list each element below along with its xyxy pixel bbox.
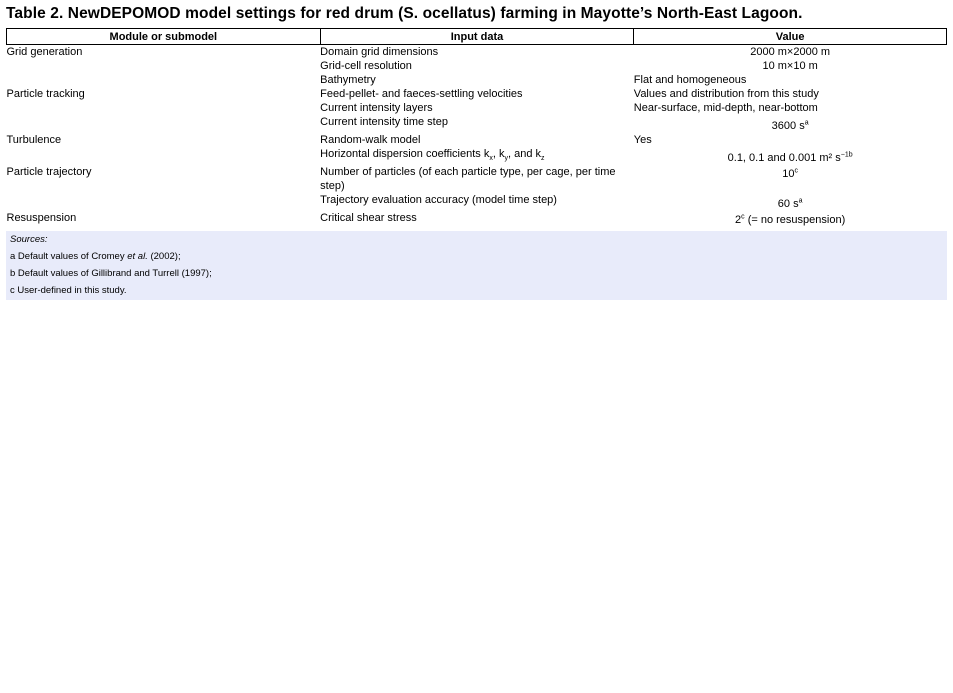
cell-module: Turbulence	[6, 134, 62, 146]
cell-value: 0.1, 0.1 and 0.001 m² $s^{-1b}$	[727, 151, 853, 164]
cell-value: Values and distribution from this study	[633, 88, 819, 100]
table-row	[7, 115, 947, 133]
cell-value: 10 m×10 m	[762, 60, 818, 72]
table-row	[7, 87, 947, 101]
table-row	[7, 59, 947, 73]
cell-value: Yes	[633, 134, 652, 146]
cell-value: 2000 m×2000 m	[750, 46, 831, 58]
table-title: Table 2. NewDEPOMOD model settings for red drum (S. ocellatus) farming in Mayotte’s North-East Lagoon.	[6, 5, 803, 22]
cell-module: Particle trajectory	[6, 166, 92, 178]
table-row	[7, 73, 947, 87]
cell-value: 10$^c$	[782, 167, 799, 180]
table-row	[7, 133, 947, 147]
cell-input: Feed-pellet- and faeces-settling velocities	[320, 88, 523, 100]
cell-input: Trajectory evaluation accuracy (model time step)	[320, 194, 557, 206]
table-row	[7, 165, 947, 193]
note-c: c User-defined in this study.	[10, 285, 127, 296]
cell-value: Flat and homogeneous	[633, 74, 747, 86]
cell-module: Particle tracking	[6, 88, 85, 100]
cell-value: Near-surface, mid-depth, near-bottom	[633, 102, 818, 114]
header-module: Module or submodel	[7, 29, 321, 45]
cell-module	[7, 73, 321, 87]
note-b: b Default values of Gillibrand and Turrell (1997);	[10, 268, 212, 279]
cell-module	[7, 147, 321, 165]
table-row	[7, 101, 947, 115]
table-row	[7, 45, 947, 60]
cell-module: Grid generation	[6, 46, 83, 58]
cell-input: Grid-cell resolution	[320, 60, 412, 72]
cell-module	[7, 59, 321, 73]
note-a: a Default values of Cromey et al. (2002);	[10, 251, 181, 262]
settings-table	[6, 28, 947, 227]
cell-value: 2$^c$ (= no resuspension)	[735, 213, 846, 226]
cell-module	[7, 193, 321, 211]
cell-value: 3600 $s^a$	[771, 119, 809, 132]
cell-input: Number of particles (of each particle type, per cage, per time step)	[320, 166, 616, 192]
notes-heading: Sources:	[10, 234, 48, 245]
cell-input: Current intensity layers	[320, 102, 433, 114]
cell-module	[7, 101, 321, 115]
cell-input: Random-walk model	[320, 134, 421, 146]
cell-input: Domain grid dimensions	[320, 46, 439, 58]
cell-value: 60 $s^a$	[777, 197, 803, 210]
header-value: Value	[634, 29, 947, 45]
cell-module	[7, 115, 321, 133]
table-row	[7, 193, 947, 211]
cell-input: Current intensity time step	[320, 116, 448, 128]
table-row	[7, 211, 947, 227]
table-header-row	[7, 29, 947, 45]
header-input: Input data	[320, 29, 634, 45]
cell-input: Bathymetry	[320, 74, 376, 86]
table-notes	[6, 231, 947, 300]
table-row	[7, 147, 947, 165]
cell-input: Horizontal dispersion coefficients $k_x$, $k_y$, and $k_z$	[320, 148, 545, 163]
cell-input: Critical shear stress	[320, 212, 417, 224]
cell-module: Resuspension	[6, 212, 77, 224]
